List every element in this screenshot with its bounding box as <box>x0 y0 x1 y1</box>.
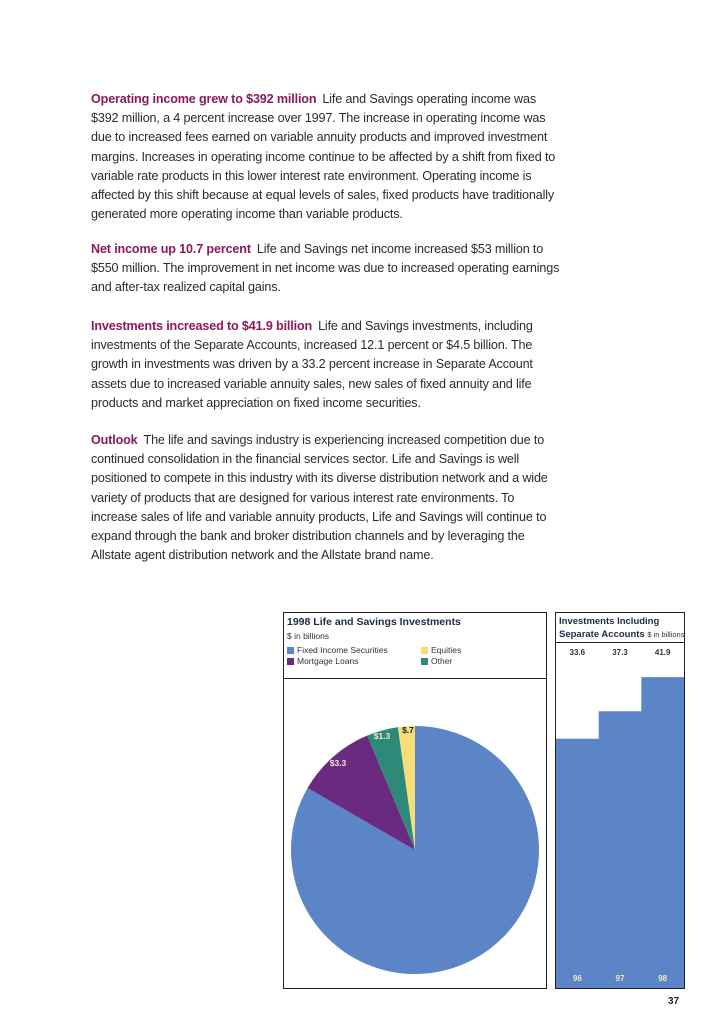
bar-value-label: 37.3 <box>612 648 628 657</box>
paragraph-heading: Outlook <box>91 433 138 447</box>
bar-category-label: 98 <box>658 974 668 983</box>
bar-chart <box>556 643 684 988</box>
pie-chart-header <box>284 613 546 679</box>
bar-chart-title-line1: Investments Including <box>559 616 660 627</box>
legend-item-equities <box>421 645 461 655</box>
paragraph-body: Life and Savings investments, including investments of the Separate Accounts, increased 12.1 percent or $4.5 billion. The growth in investments was driven by a 33.2 percent increase in Separate Account assets due to increased variable annuity sales, new sales of fixed annuity and life products and market appreciation on fixed income securities. <box>91 319 533 410</box>
bar-chart-title <box>559 616 685 641</box>
bar-chart-panel <box>555 612 685 989</box>
legend-swatch <box>421 658 428 665</box>
paragraph-heading: Investments increased to $41.9 billion <box>91 319 313 333</box>
paragraph-operating-income <box>91 90 561 224</box>
bar-category-label: 97 <box>615 974 625 983</box>
legend-label: Mortgage Loans <box>297 656 359 666</box>
pie-chart-subtitle: $ in billions <box>287 631 330 641</box>
paragraph-heading: Operating income grew to $392 million <box>91 92 317 106</box>
pie-chart-title: 1998 Life and Savings Investments <box>287 616 461 628</box>
bar-chart-unit: $ in billions <box>647 629 685 639</box>
bar-category-label: 96 <box>572 974 582 983</box>
pie-chart <box>284 679 546 988</box>
paragraph-body: The life and savings industry is experiencing increased competition due to continued consolidation in the financial services sector. Life and Savings is well positioned to compete in this industry with its diverse distribution network and a wide variety of products that are designed for various interest rate environments. To increase sales of life and variable annuity products, Life and Savings will continue to expand through the bank and broker distribution channels and by leveraging the Allstate agent distribution network and the Allstate brand name. <box>91 433 548 563</box>
legend-label: Equities <box>431 645 462 655</box>
paragraph-body: Life and Savings net income increased $53 million to $550 million. The improvement in net income was due to increased operating earnings and after-tax realized capital gains. <box>91 242 560 295</box>
legend-label: Other <box>431 656 453 666</box>
legend-item-fixed-income <box>287 645 388 655</box>
legend-swatch <box>287 647 294 654</box>
paragraph-outlook <box>91 431 561 565</box>
legend-item-other <box>421 656 452 666</box>
legend-item-mortgage-loans <box>287 656 358 666</box>
bar-96 <box>556 739 599 988</box>
paragraph-investments <box>91 317 561 413</box>
legend-label: Fixed Income Securities <box>297 645 388 655</box>
bar-97 <box>599 711 642 988</box>
bar-98 <box>641 677 684 988</box>
bar-value-label: 33.6 <box>569 648 586 657</box>
bar-chart-title-line2: Separate Accounts <box>559 628 645 640</box>
legend-swatch <box>287 658 294 665</box>
bar-chart-header <box>556 613 684 643</box>
pie-label-equities: $.7 <box>402 725 414 735</box>
paragraph-body: Life and Savings operating income was $392 million, a 4 percent increase over 1997. The increase in operating income was due to increased fees earned on variable annuity products and improved investment margins. Increases in operating income continue to be affected by a shift from fixed to variable rate products in this lower interest rate environment. Operating income is affected by this shift because at equal levels of sales, fixed products have traditionally generated more operating income than variable products. <box>91 92 556 222</box>
paragraph-net-income <box>91 240 561 298</box>
page-number: 37 <box>668 996 680 1007</box>
legend-swatch <box>421 647 428 654</box>
pie-label-mortgage-loans: $3.3 <box>329 758 347 768</box>
pie-chart-panel <box>283 612 547 989</box>
pie-label-other: $1.3 <box>373 731 391 741</box>
bar-value-label: 41.9 <box>654 648 671 657</box>
paragraph-heading: Net income up 10.7 percent <box>91 242 251 256</box>
